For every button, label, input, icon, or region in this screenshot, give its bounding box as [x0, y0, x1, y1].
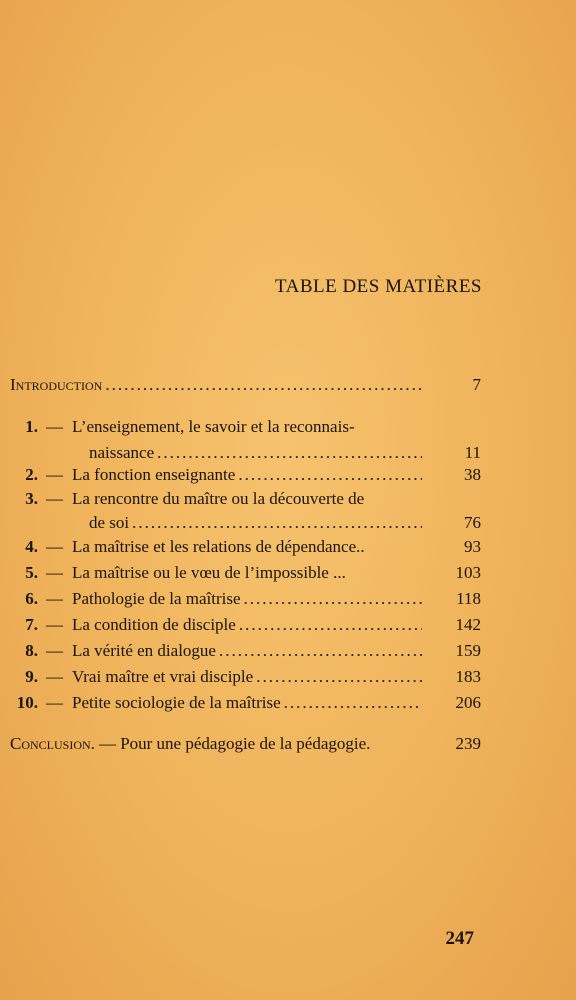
chapter-page: 206 [455, 693, 481, 712]
chapter-title: La maîtrise ou le vœu de l’impossible ... [72, 563, 346, 582]
em-dash: — [46, 667, 63, 686]
chapter-title: Pathologie de la maîtrise [72, 589, 241, 608]
chapter-page: 183 [455, 667, 481, 686]
chapter-title-continued: naissance [89, 443, 155, 462]
em-dash: — [46, 563, 63, 582]
leader-dots [219, 638, 422, 664]
chapter-number: 10. [16, 693, 38, 712]
chapter-number: 3. [25, 489, 38, 508]
chapter-number: 1. [25, 417, 38, 436]
em-dash: — [46, 641, 63, 660]
chapter-title: La vérité en dialogue [72, 641, 216, 660]
leader-dots [132, 510, 422, 536]
chapter-number: 9. [25, 667, 38, 686]
conclusion-label: Conclusion. [10, 734, 95, 753]
chapter-title: La condition de disciple [72, 615, 236, 634]
chapter-title-continued: de soi [89, 513, 130, 532]
chapter-title: La rencontre du maître ou la découverte de [72, 489, 365, 508]
chapter-page: 142 [455, 615, 481, 634]
chapter-page: 11 [464, 443, 481, 462]
leader-dots [244, 586, 422, 612]
em-dash: — [46, 615, 63, 634]
chapter-page: 76 [464, 513, 481, 532]
chapter-number: 6. [25, 589, 38, 608]
leader-dots [239, 612, 422, 638]
chapter-title: L’enseignement, le savoir et la reconnais- [72, 417, 355, 436]
chapter-number: 4. [25, 537, 38, 556]
chapter-page: 118 [456, 589, 481, 608]
leader-dots [284, 690, 422, 716]
chapter-page: 103 [455, 563, 481, 582]
introduction-label: Introduction [10, 375, 103, 394]
em-dash: — [46, 489, 63, 508]
chapter-title: La fonction enseignante [72, 465, 236, 484]
chapter-page: 93 [464, 537, 481, 556]
leader-dots [256, 664, 422, 690]
conclusion-title: — Pour une pédagogie de la pédagogie. [98, 734, 371, 753]
chapter-number: 7. [25, 615, 38, 634]
page-number: 247 [445, 928, 474, 949]
conclusion-page: 239 [455, 734, 481, 753]
em-dash: — [46, 589, 63, 608]
chapter-page: 38 [464, 465, 481, 484]
chapter-number: 2. [25, 465, 38, 484]
chapter-title: Petite sociologie de la maîtrise [72, 693, 281, 712]
em-dash: — [46, 537, 63, 556]
page-title: TABLE DES MATIÈRES [275, 276, 482, 297]
chapter-number: 8. [25, 641, 38, 660]
leader-dots [238, 462, 422, 488]
chapter-title: Vrai maître et vrai disciple [72, 667, 254, 686]
chapter-page: 159 [455, 641, 481, 660]
em-dash: — [46, 693, 63, 712]
introduction-page: 7 [472, 375, 481, 394]
chapter-number: 5. [25, 563, 38, 582]
em-dash: — [46, 417, 63, 436]
leader-dots [105, 372, 422, 398]
chapter-title: La maîtrise et les relations de dépendance.. [72, 537, 365, 556]
em-dash: — [46, 465, 63, 484]
